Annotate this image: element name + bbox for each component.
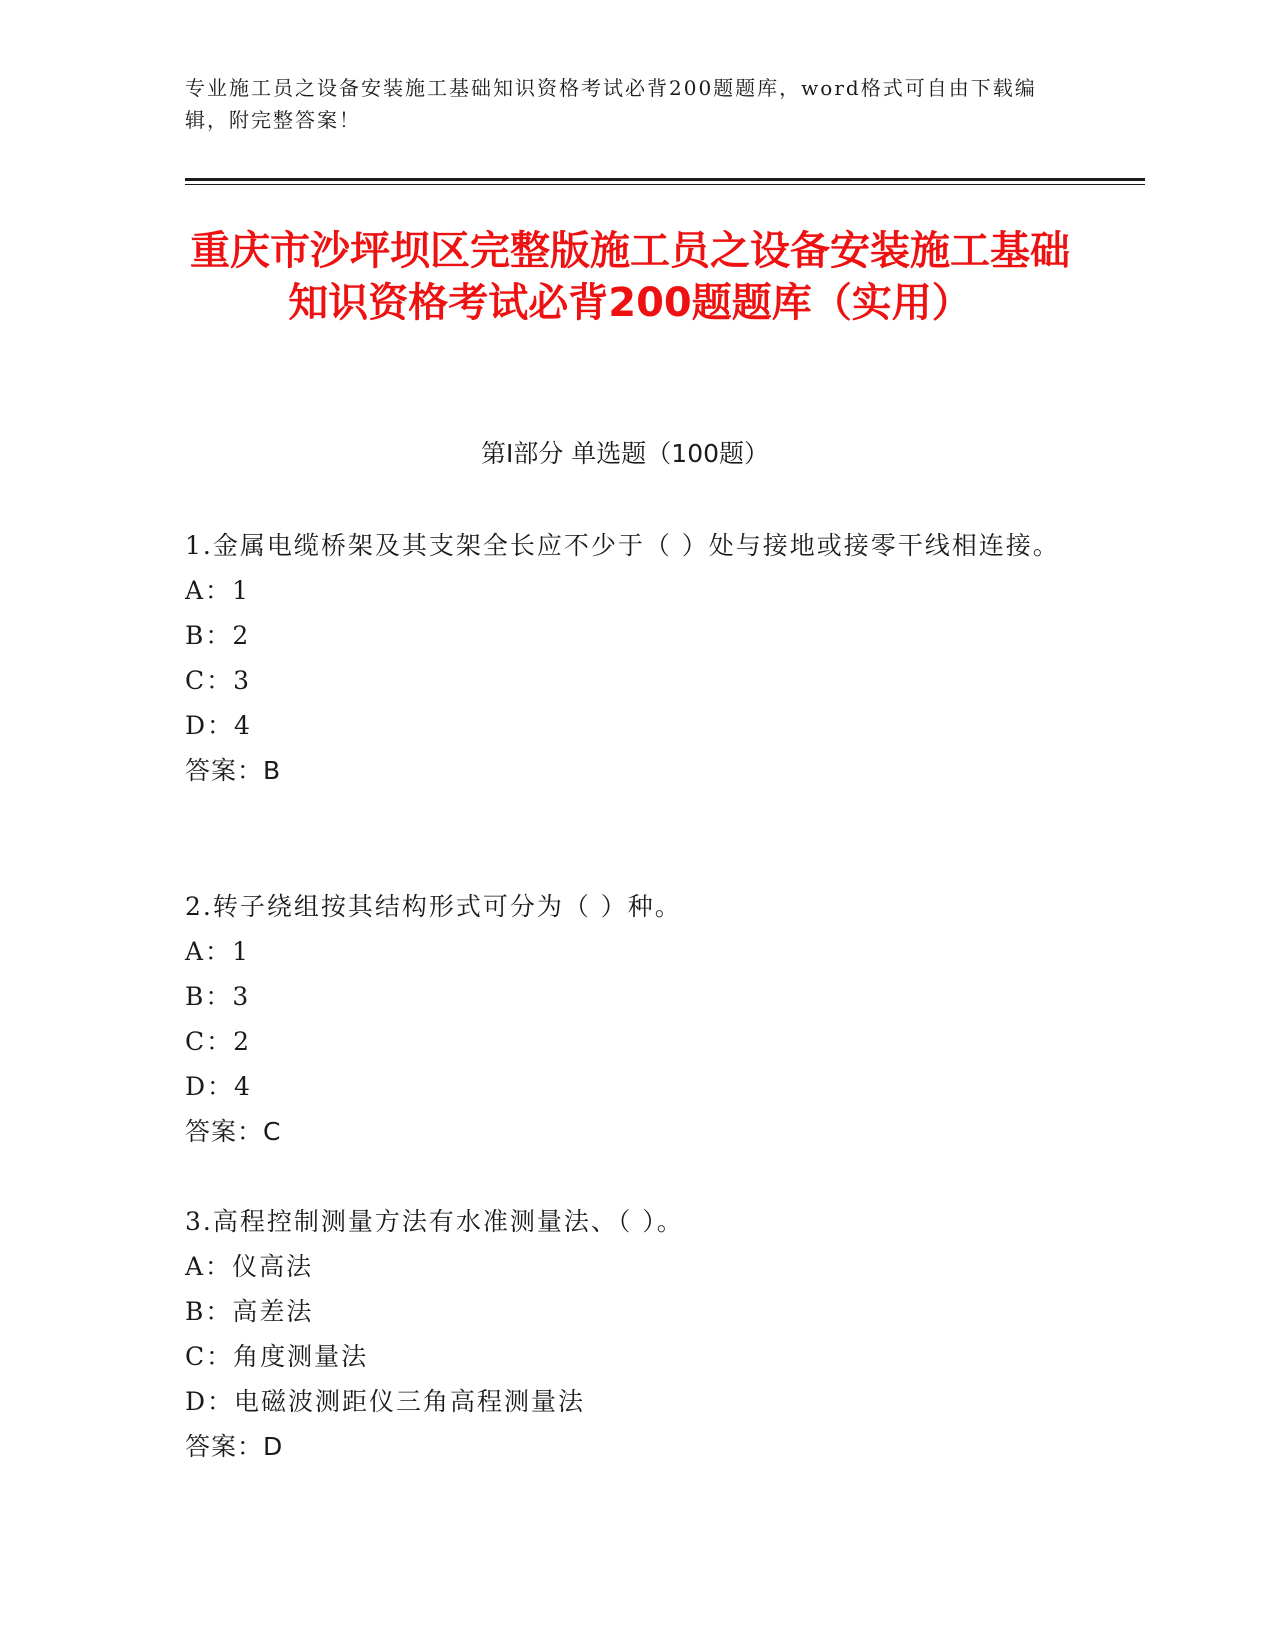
question-block (185, 523, 1065, 793)
section-title: 第Ⅰ部分 单选题（100题） (480, 439, 770, 468)
question-block (185, 1199, 1065, 1469)
option-text: 4 (234, 711, 252, 740)
question-stem: 3.高程控制测量方法有水准测量法、（ ）。 (185, 1207, 684, 1236)
option-text: 2 (232, 621, 251, 650)
question-stem: 1.金属电缆桥架及其支架全长应不少于（ ）处与接地或接零干线相连接。 (185, 531, 1060, 560)
question-stem: 2.转子绕组按其结构形式可分为（ ）种。 (185, 892, 682, 921)
option-b (185, 613, 1065, 658)
option-b (185, 974, 1065, 1019)
option-a (185, 568, 1065, 613)
option-d (185, 1379, 1065, 1424)
option-c (185, 1334, 1065, 1379)
answer-line: 答案：B (185, 756, 282, 785)
document-title: 重庆市沙坪坝区完整版施工员之设备安装施工基础知识资格考试必背200题题库（实用） (190, 228, 1070, 326)
option-text: 高差法 (232, 1297, 314, 1326)
option-text: 电磁波测距仪三角高程测量法 (234, 1387, 586, 1416)
option-letter: A： (185, 937, 233, 966)
option-text: 3 (232, 982, 251, 1011)
option-letter: D： (185, 711, 235, 740)
header-divider-thick (185, 178, 1145, 181)
option-d (185, 1064, 1065, 1109)
answer-line: 答案：D (185, 1432, 284, 1461)
option-d (185, 703, 1065, 748)
option-letter: D： (185, 1387, 235, 1416)
option-a (185, 1244, 1065, 1289)
header-divider-thin (185, 184, 1145, 185)
answer-line: 答案：C (185, 1117, 282, 1146)
option-letter: C： (185, 1027, 234, 1056)
option-letter: A： (185, 1252, 233, 1281)
option-text: 角度测量法 (233, 1342, 369, 1371)
option-text: 1 (232, 937, 250, 966)
header-note: 专业施工员之设备安装施工基础知识资格考试必背200题题库，word格式可自由下载编辑，附完整答案！ (185, 76, 1037, 132)
question-block (185, 884, 1065, 1154)
option-text: 1 (232, 576, 250, 605)
option-letter: C： (185, 1342, 234, 1371)
option-text: 仪高法 (232, 1252, 314, 1281)
option-text: 2 (233, 1027, 252, 1056)
option-text: 3 (233, 666, 252, 695)
option-c (185, 658, 1065, 703)
option-c (185, 1019, 1065, 1064)
option-a (185, 929, 1065, 974)
option-letter: B： (185, 1297, 233, 1326)
option-text: 4 (234, 1072, 252, 1101)
option-letter: A： (185, 576, 233, 605)
option-letter: D： (185, 1072, 235, 1101)
option-letter: B： (185, 621, 233, 650)
option-letter: B： (185, 982, 233, 1011)
option-b (185, 1289, 1065, 1334)
option-letter: C： (185, 666, 234, 695)
